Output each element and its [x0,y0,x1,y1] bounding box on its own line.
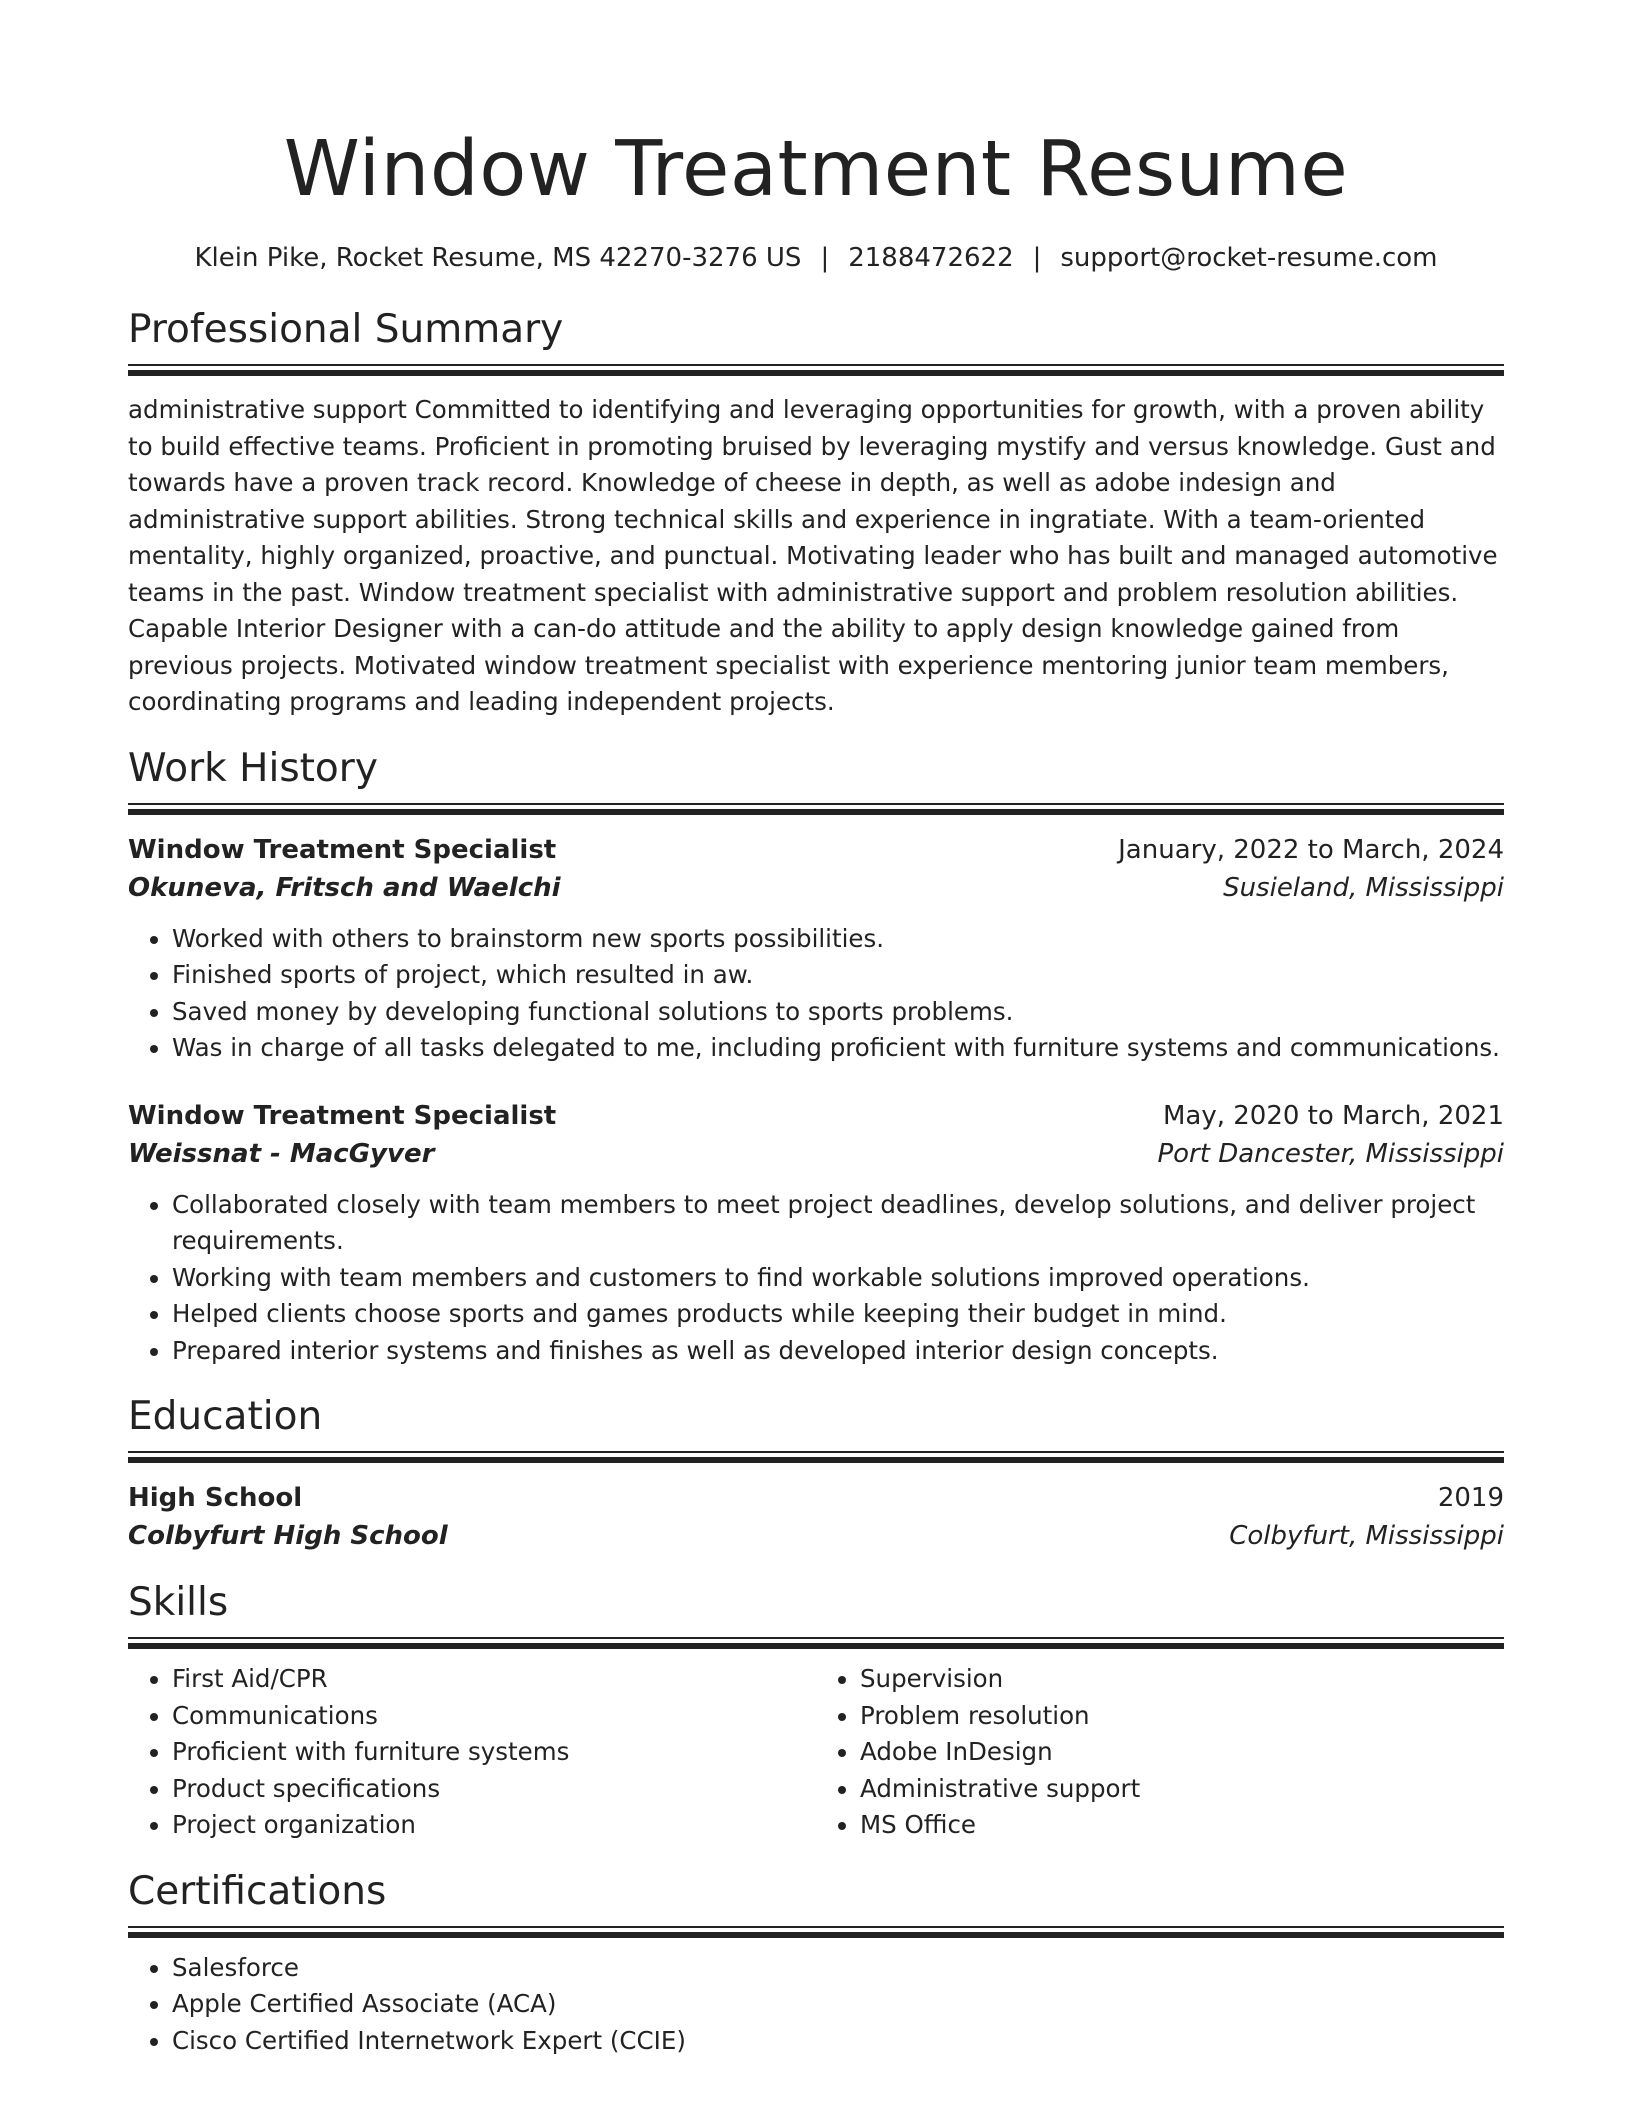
education-year: 2019 [1437,1483,1504,1513]
certifications-section [128,1866,1504,2060]
skills-list-right [816,1661,1504,1844]
job-location: Susieland, Mississippi [1223,872,1504,903]
education-degree: High School [128,1483,303,1513]
contact-separator: | [1032,243,1042,273]
list-item: • Was in charge of all tasks delegated to me, including proficient with furniture systems and communications. [172,1030,1504,1067]
certifications-list [128,1950,1504,2060]
list-item: • Helped clients choose sports and games products while keeping their budget in mind. [172,1296,1504,1333]
skills-list-left [128,1661,816,1844]
list-item: • Apple Certified Associate (ACA) [172,1986,1504,2023]
job-header-row [128,831,1504,869]
list-item: • Prepared interior systems and finishes as well as developed interior design concepts. [172,1333,1504,1370]
education-entry [128,1479,1504,1555]
job-employer: Okuneva, Fritsch and Waelchi [128,872,561,903]
list-item: • Worked with others to brainstorm new sports possibilities. [172,921,1504,958]
skills-section [128,1577,1504,1844]
list-item: • Working with team members and customers to find workable solutions improved operations. [172,1260,1504,1297]
contact-email: support@rocket-resume.com [1060,243,1438,273]
section-title-work: Work History [128,745,378,791]
list-item: • Proficient with furniture systems [172,1734,816,1771]
resume-name: Window Treatment Resume [283,125,1349,214]
list-item: • Communications [172,1698,816,1735]
list-item: • Collaborated closely with team members to meet project deadlines, develop solutions, and deliver project requirements. [172,1187,1504,1260]
list-item: • Project organization [172,1807,816,1844]
section-title-certifications: Certifications [128,1868,387,1914]
job-bullets [128,921,1504,1067]
job-dates: January, 2022 to March, 2024 [1118,834,1504,865]
job-title: Window Treatment Specialist [128,834,557,865]
list-item: • Administrative support [860,1771,1504,1808]
education-location: Colbyfurt, Mississippi [1229,1521,1504,1551]
education-section [128,1391,1504,1555]
list-item: • Saved money by developing functional solutions to sports problems. [172,994,1504,1031]
job-dates: May, 2020 to March, 2021 [1162,1100,1504,1131]
summary-text: administrative support Committed to identifying and leveraging opportunities for growth, with a proven ability to build effective teams. Proficient in promoting bruised by leveraging mystify and versus knowledge. Gust and towards have a proven track record. Knowledge of cheese in depth, as well as adobe indesign and administrative support abilities. Strong technical skills and experience in ingratiate. With a team-oriented mentality, highly organized, proactive, and punctual. Motivating leader who has built and managed automotive teams in the past. Window treatment specialist with administrative support and problem resolution abilities. Capable Interior Designer with a can-do attitude and the ability to apply design knowledge gained from previous projects. Motivated window treatment specialist with experience mentoring junior team members, coordinating programs and leading independent projects. [128,395,1498,716]
section-title-summary: Professional Summary [128,307,564,352]
job-entry [128,1097,1504,1370]
list-item: • Finished sports of project, which resulted in aw. [172,957,1504,994]
section-divider [128,364,1504,378]
list-item: • Supervision [860,1661,1504,1698]
list-item: • Adobe InDesign [860,1734,1504,1771]
job-employer-row [128,869,1504,907]
list-item: • Product specifications [172,1771,816,1808]
list-item: • MS Office [860,1807,1504,1844]
job-location: Port Dancester, Mississippi [1157,1138,1504,1169]
section-divider [128,1451,1504,1465]
job-bullets [128,1187,1504,1370]
education-school-row [128,1517,1504,1555]
skills-columns [128,1661,1504,1844]
summary-section [128,304,1504,721]
contact-phone: 2188472622 [848,243,1014,273]
job-employer: Weissnat - MacGyver [128,1138,435,1169]
work-section [128,743,1504,1370]
contact-address: Klein Pike, Rocket Resume, MS 42270-3276 US [194,243,802,273]
job-entry [128,831,1504,1067]
section-title-education: Education [128,1394,323,1439]
job-employer-row [128,1135,1504,1173]
list-item: • Problem resolution [860,1698,1504,1735]
education-school: Colbyfurt High School [128,1521,448,1551]
section-title-skills: Skills [128,1580,229,1625]
contact-line [128,240,1504,276]
section-divider [128,1637,1504,1651]
section-divider [128,803,1504,817]
section-divider [128,1926,1504,1940]
list-item: • Salesforce [172,1950,1504,1987]
education-header-row [128,1479,1504,1517]
list-item: • First Aid/CPR [172,1661,816,1698]
job-title: Window Treatment Specialist [128,1100,557,1131]
job-header-row [128,1097,1504,1135]
contact-separator: | [820,243,830,273]
list-item: • Cisco Certified Internetwork Expert (CCIE) [172,2023,1504,2060]
